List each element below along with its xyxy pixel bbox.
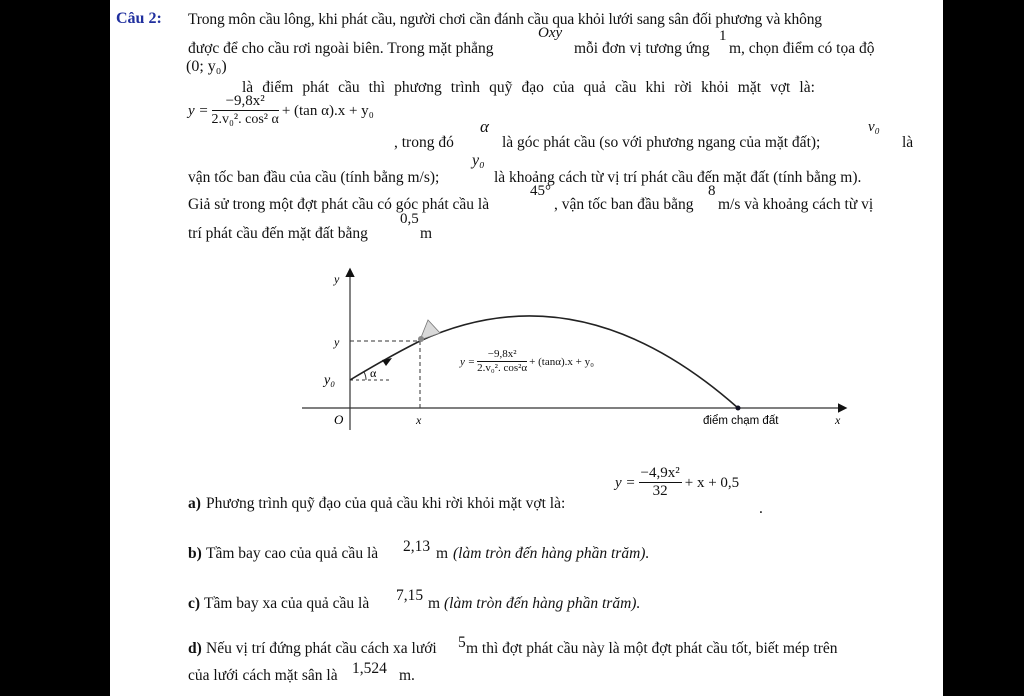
statement-b-note: (làm tròn đến hàng phần trăm). bbox=[453, 545, 650, 562]
y0-symbol: y₀ bbox=[472, 152, 485, 169]
diagram-formula-rest: + (tanα).x + y₀ bbox=[529, 355, 594, 368]
x-tick-label: x bbox=[416, 413, 422, 427]
y-axis-label: y bbox=[334, 272, 340, 286]
shuttlecock-icon bbox=[418, 320, 440, 342]
document-page bbox=[110, 0, 943, 696]
question-line-7b: m bbox=[420, 225, 433, 242]
statement-b-label: b) bbox=[188, 545, 202, 562]
question-label: Câu 2: bbox=[116, 10, 162, 27]
statement-a-label: a) bbox=[188, 495, 201, 512]
statement-c-text: Tầm bay xa của quả cầu là bbox=[204, 595, 370, 612]
angle-value: 45° bbox=[530, 183, 551, 199]
statement-d-label: d) bbox=[188, 640, 202, 657]
statement-d-text: Nếu vị trí đứng phát cầu cách xa lưới bbox=[206, 640, 437, 657]
y-tick-label: y bbox=[334, 335, 340, 349]
diagram-formula-lhs: y = bbox=[460, 355, 476, 368]
statement-d-text2: m thì đợt phát cầu này là một đợt phát cầu tốt, biết mép trên bbox=[466, 640, 838, 657]
diagram-formula bbox=[460, 348, 594, 375]
question-line-7a: trí phát cầu đến mặt đất bằng bbox=[188, 225, 368, 242]
formula-rest: + (tan α).x + y₀ bbox=[281, 102, 374, 119]
unit-value: 1 bbox=[719, 28, 727, 44]
angle-label: α bbox=[370, 366, 377, 380]
direction-arrow-icon bbox=[382, 358, 392, 366]
diagram-formula-numerator: −9,8x² bbox=[477, 348, 527, 362]
question-line-5a: vận tốc ban đầu của cầu (tính bằng m/s); bbox=[188, 169, 440, 186]
statement-d-line2: của lưới cách mặt sân là bbox=[188, 667, 338, 684]
statement-a-text: Phương trình quỹ đạo của quả cầu khi rời khỏi mặt vợt là: bbox=[206, 495, 566, 512]
statement-a-denominator: 32 bbox=[652, 483, 668, 499]
statement-b-text: Tầm bay cao của quả cầu là bbox=[206, 545, 379, 562]
statement-c-note: (làm tròn đến hàng phần trăm). bbox=[444, 595, 641, 612]
question-line-4c: là bbox=[902, 134, 914, 151]
speed-value: 8 bbox=[708, 183, 716, 199]
statement-a-formula-lhs: y = bbox=[615, 474, 636, 491]
statement-d-unit2: m. bbox=[399, 667, 415, 684]
question-line-2c: m, chọn điểm có tọa độ bbox=[729, 40, 875, 57]
statement-b-value: 2,13 bbox=[403, 538, 431, 555]
question-line-5b: là khoảng cách từ vị trí phát cầu đến mặt đất (tính bằng m). bbox=[494, 169, 862, 186]
question-line-4b: là góc phát cầu (so với phương ngang của mặt đất); bbox=[502, 134, 821, 151]
statement-b-unit: m bbox=[436, 545, 449, 562]
question-line-2a: được để cho cầu rơi ngoài biên. Trong mặt phẳng bbox=[188, 40, 494, 57]
landing-point bbox=[736, 406, 741, 411]
question-line-1: Trong môn cầu lông, khi phát cầu, người chơi cần đánh cầu qua khỏi lưới sang sân đối phương và không bbox=[188, 11, 822, 28]
question-line-6b: , vận tốc ban đầu bằng bbox=[554, 196, 694, 213]
angle-arc bbox=[364, 372, 366, 380]
question-line-6a: Giả sử trong một đợt phát cầu có góc phát cầu là bbox=[188, 196, 490, 213]
diagram-formula-fraction bbox=[477, 348, 527, 375]
plane-symbol: Oxy bbox=[538, 25, 563, 41]
statement-a-end: . bbox=[759, 500, 763, 517]
v0-symbol: v₀ bbox=[868, 119, 880, 135]
formula-denominator: 2.v₀². cos² α bbox=[211, 112, 279, 127]
statement-d-value2: 1,524 bbox=[352, 660, 387, 677]
landing-label: điểm chạm đất bbox=[703, 415, 779, 427]
question-line-4a: , trong đó bbox=[394, 134, 454, 151]
statement-d-value: 5 bbox=[458, 634, 466, 651]
statement-c-value: 7,15 bbox=[396, 587, 424, 604]
statement-a-formula-rest: + x + 0,5 bbox=[684, 474, 740, 491]
statement-a-formula bbox=[615, 465, 739, 500]
y0-tick-label: y₀ bbox=[324, 373, 336, 388]
x-axis-label: x bbox=[835, 413, 841, 427]
question-line-3: là điểm phát cầu thì phương trình quỹ đạo của quả cầu khi rời khỏi mặt vợt là: bbox=[242, 79, 815, 96]
formula-lhs: y = bbox=[188, 102, 209, 119]
statement-c-label: c) bbox=[188, 595, 201, 612]
alpha-symbol: α bbox=[480, 117, 489, 136]
launch-point: (0; y₀) bbox=[186, 58, 227, 75]
statement-a-numerator: −4,9x² bbox=[640, 465, 680, 481]
question-line-6c: m/s và khoảng cách từ vị bbox=[718, 196, 874, 213]
statement-c-unit: m bbox=[428, 595, 441, 612]
diagram-formula-denominator: 2.v₀². cos²α bbox=[477, 362, 528, 374]
statement-a-fraction bbox=[639, 465, 682, 500]
height-value: 0,5 bbox=[400, 211, 419, 227]
origin-label: O bbox=[334, 412, 344, 427]
formula-numerator: −9,8x² bbox=[212, 93, 279, 111]
question-line-2b: mỗi đơn vị tương ứng bbox=[574, 40, 710, 57]
